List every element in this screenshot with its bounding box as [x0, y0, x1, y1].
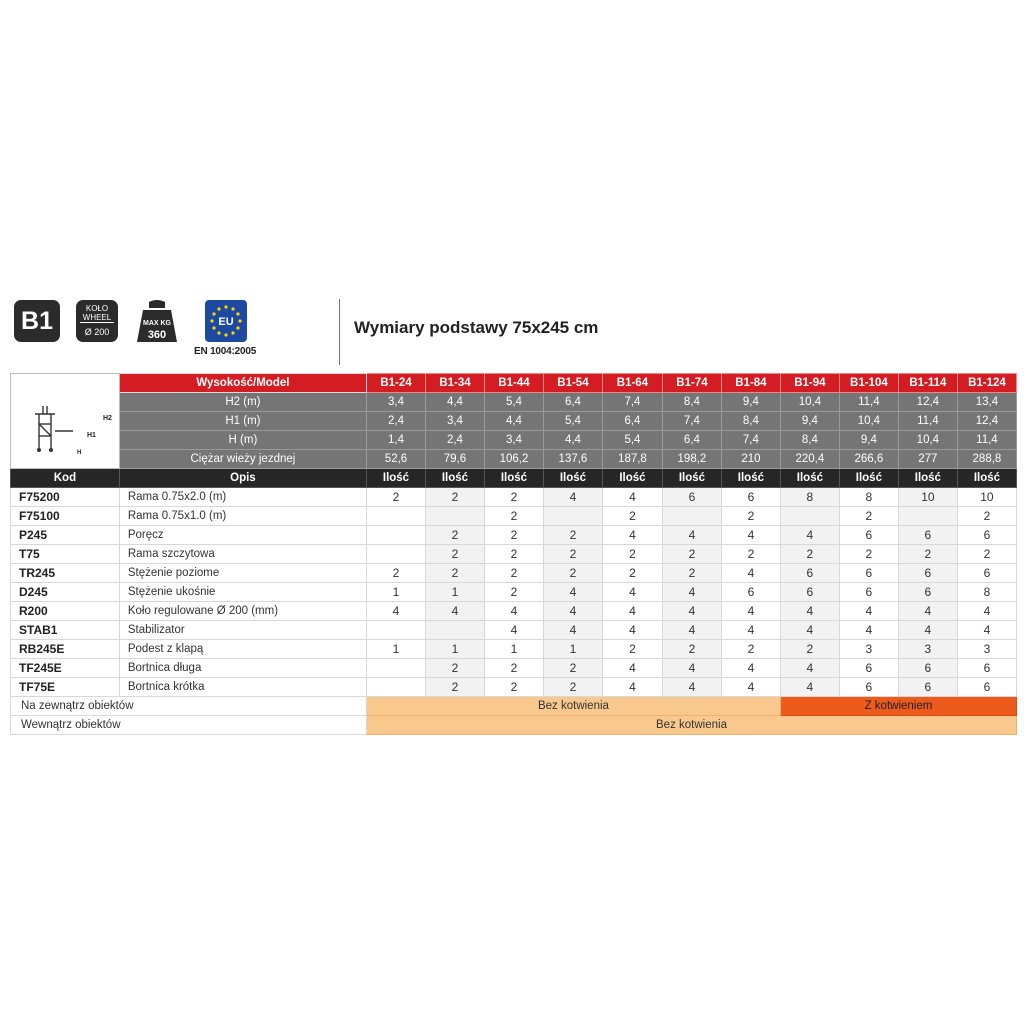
part-description: Rama 0.75x1.0 (m) — [119, 507, 366, 526]
qty-header: Ilość — [957, 469, 1016, 488]
part-quantity: 4 — [780, 659, 839, 678]
part-quantity: 2 — [484, 526, 543, 545]
table-row — [11, 545, 1017, 564]
part-quantity — [425, 507, 484, 526]
part-quantity: 2 — [484, 678, 543, 697]
part-quantity: 4 — [957, 602, 1016, 621]
part-quantity: 6 — [898, 564, 957, 583]
dimension-value: 3,4 — [425, 412, 484, 431]
part-quantity: 2 — [957, 507, 1016, 526]
part-code: F75200 — [11, 488, 120, 507]
qty-header: Ilość — [839, 469, 898, 488]
part-quantity: 4 — [602, 659, 662, 678]
part-quantity: 6 — [898, 678, 957, 697]
part-quantity: 4 — [780, 621, 839, 640]
dimension-value: 6,4 — [543, 393, 602, 412]
dimension-row — [11, 431, 1017, 450]
dimension-value: 288,8 — [957, 450, 1016, 469]
part-quantity — [662, 507, 721, 526]
anchoring-row — [11, 716, 1017, 735]
part-quantity — [367, 545, 426, 564]
part-quantity: 4 — [543, 602, 602, 621]
part-quantity: 1 — [543, 640, 602, 659]
table-row — [11, 507, 1017, 526]
table-row — [11, 640, 1017, 659]
standard-label: EN 1004:2005 — [194, 346, 257, 357]
anchoring-label: Na zewnątrz obiektów — [11, 697, 367, 716]
dimension-value: 12,4 — [898, 393, 957, 412]
dimension-value: 10,4 — [780, 393, 839, 412]
part-quantity: 2 — [662, 545, 721, 564]
part-quantity: 4 — [780, 602, 839, 621]
part-quantity: 4 — [957, 621, 1016, 640]
dimension-value: 10,4 — [898, 431, 957, 450]
part-quantity: 4 — [839, 602, 898, 621]
part-quantity: 4 — [780, 678, 839, 697]
part-description: Bortnica długa — [119, 659, 366, 678]
part-quantity: 4 — [425, 602, 484, 621]
part-quantity: 6 — [839, 583, 898, 602]
table-row — [11, 621, 1017, 640]
dimension-value: 11,4 — [898, 412, 957, 431]
part-quantity: 2 — [602, 545, 662, 564]
part-quantity: 2 — [484, 507, 543, 526]
dimension-value: 5,4 — [602, 431, 662, 450]
part-quantity — [367, 621, 426, 640]
model-cell: B1-54 — [543, 374, 602, 393]
dimension-value: 1,4 — [367, 431, 426, 450]
part-quantity: 2 — [425, 678, 484, 697]
part-quantity: 4 — [662, 621, 721, 640]
part-quantity: 4 — [721, 526, 780, 545]
diagram-h-label: H — [77, 450, 82, 456]
model-cell: B1-44 — [484, 374, 543, 393]
dimension-value: 6,4 — [662, 431, 721, 450]
part-quantity: 4 — [602, 526, 662, 545]
model-badge: B1 — [14, 300, 60, 342]
wheel-label: KOŁO WHEEL — [80, 304, 114, 323]
part-quantity: 6 — [898, 583, 957, 602]
part-quantity: 2 — [780, 545, 839, 564]
part-quantity: 6 — [839, 659, 898, 678]
part-quantity: 2 — [425, 564, 484, 583]
part-quantity: 2 — [484, 545, 543, 564]
dimension-value: 3,4 — [484, 431, 543, 450]
part-quantity: 2 — [721, 507, 780, 526]
anchoring-row — [11, 697, 1017, 716]
table-row — [11, 488, 1017, 507]
dimension-label: H1 (m) — [119, 412, 366, 431]
part-quantity: 4 — [662, 583, 721, 602]
dimension-value: 4,4 — [543, 431, 602, 450]
part-quantity: 6 — [662, 488, 721, 507]
table-row — [11, 602, 1017, 621]
part-quantity: 2 — [602, 640, 662, 659]
part-quantity: 2 — [484, 488, 543, 507]
dimension-value: 5,4 — [543, 412, 602, 431]
part-quantity: 6 — [898, 659, 957, 678]
part-quantity: 4 — [721, 659, 780, 678]
part-quantity: 4 — [602, 488, 662, 507]
part-quantity: 2 — [367, 564, 426, 583]
part-quantity: 1 — [484, 640, 543, 659]
model-cell: B1-64 — [602, 374, 662, 393]
part-quantity: 4 — [484, 602, 543, 621]
part-quantity: 2 — [425, 488, 484, 507]
part-description: Podest z klapą — [119, 640, 366, 659]
dimension-row — [11, 450, 1017, 469]
part-description: Stabilizator — [119, 621, 366, 640]
part-quantity: 2 — [425, 526, 484, 545]
part-quantity: 4 — [721, 678, 780, 697]
part-quantity: 3 — [957, 640, 1016, 659]
part-quantity — [367, 526, 426, 545]
dimension-value: 137,6 — [543, 450, 602, 469]
part-description: Stężenie poziome — [119, 564, 366, 583]
part-quantity: 8 — [957, 583, 1016, 602]
max-weight-icon — [135, 298, 179, 344]
table-row — [11, 583, 1017, 602]
part-quantity: 6 — [839, 564, 898, 583]
dimension-value: 8,4 — [662, 393, 721, 412]
dimension-value: 3,4 — [367, 393, 426, 412]
dimension-value: 10,4 — [839, 412, 898, 431]
model-cell: B1-94 — [780, 374, 839, 393]
dimension-value: 11,4 — [839, 393, 898, 412]
part-quantity: 4 — [602, 621, 662, 640]
model-cell: B1-24 — [367, 374, 426, 393]
weight-value: 360 — [147, 329, 167, 341]
part-code: F75100 — [11, 507, 120, 526]
part-quantity: 2 — [484, 659, 543, 678]
dimension-value: 79,6 — [425, 450, 484, 469]
dimension-value: 266,6 — [839, 450, 898, 469]
dimension-value: 277 — [898, 450, 957, 469]
part-quantity: 2 — [602, 564, 662, 583]
dimension-value: 7,4 — [602, 393, 662, 412]
part-quantity: 2 — [957, 545, 1016, 564]
table-row — [11, 564, 1017, 583]
dimension-value: 7,4 — [721, 431, 780, 450]
dimension-value: 2,4 — [425, 431, 484, 450]
part-quantity — [425, 621, 484, 640]
qty-header: Ilość — [425, 469, 484, 488]
part-quantity: 2 — [543, 564, 602, 583]
part-quantity: 6 — [721, 488, 780, 507]
part-quantity: 4 — [543, 488, 602, 507]
part-quantity: 2 — [367, 488, 426, 507]
spec-table — [10, 373, 1017, 735]
diagram-h1-label: H1 — [87, 432, 96, 439]
part-quantity: 2 — [898, 545, 957, 564]
dimension-value: 198,2 — [662, 450, 721, 469]
dimension-value: 9,4 — [780, 412, 839, 431]
part-description: Rama 0.75x2.0 (m) — [119, 488, 366, 507]
part-quantity: 6 — [721, 583, 780, 602]
part-quantity: 2 — [543, 678, 602, 697]
dimension-value: 12,4 — [957, 412, 1016, 431]
part-quantity: 4 — [543, 621, 602, 640]
part-quantity: 4 — [721, 621, 780, 640]
part-code: P245 — [11, 526, 120, 545]
part-quantity — [367, 659, 426, 678]
part-quantity: 2 — [662, 564, 721, 583]
weight-top-label: MAX KG — [143, 320, 171, 327]
model-cell: B1-104 — [839, 374, 898, 393]
kod-header: Kod — [11, 469, 120, 488]
dimension-value: 8,4 — [780, 431, 839, 450]
part-quantity: 6 — [957, 526, 1016, 545]
part-quantity: 2 — [425, 659, 484, 678]
part-quantity: 2 — [484, 583, 543, 602]
dimension-value: 7,4 — [662, 412, 721, 431]
part-quantity: 1 — [367, 583, 426, 602]
part-quantity: 4 — [839, 621, 898, 640]
part-quantity: 4 — [602, 678, 662, 697]
tower-diagram-icon — [15, 376, 115, 468]
part-quantity: 6 — [957, 659, 1016, 678]
dimension-value: 5,4 — [484, 393, 543, 412]
column-header-row — [11, 469, 1017, 488]
part-quantity: 1 — [425, 640, 484, 659]
qty-header: Ilość — [780, 469, 839, 488]
part-quantity: 6 — [839, 678, 898, 697]
part-quantity: 4 — [662, 659, 721, 678]
part-quantity: 4 — [543, 583, 602, 602]
dimension-value: 4,4 — [425, 393, 484, 412]
dimension-value: 6,4 — [602, 412, 662, 431]
dimension-value: 210 — [721, 450, 780, 469]
part-description: Rama szczytowa — [119, 545, 366, 564]
part-description: Koło regulowane Ø 200 (mm) — [119, 602, 366, 621]
part-quantity: 6 — [780, 583, 839, 602]
part-quantity: 2 — [543, 659, 602, 678]
part-code: STAB1 — [11, 621, 120, 640]
qty-header: Ilość — [484, 469, 543, 488]
model-cell: B1-124 — [957, 374, 1016, 393]
eu-label: EU — [218, 316, 234, 328]
model-cell: B1-84 — [721, 374, 780, 393]
anchoring-label: Wewnątrz obiektów — [11, 716, 367, 735]
part-code: RB245E — [11, 640, 120, 659]
part-quantity: 2 — [484, 564, 543, 583]
part-quantity: 4 — [898, 602, 957, 621]
model-cell: B1-74 — [662, 374, 721, 393]
table-row — [11, 526, 1017, 545]
qty-header: Ilość — [543, 469, 602, 488]
part-code: TF75E — [11, 678, 120, 697]
anchoring-cell: Bez kotwienia — [367, 697, 781, 716]
part-code: TF245E — [11, 659, 120, 678]
dimension-value: 52,6 — [367, 450, 426, 469]
part-quantity: 2 — [839, 545, 898, 564]
part-code: D245 — [11, 583, 120, 602]
header-divider — [339, 299, 340, 365]
part-description: Bortnica krótka — [119, 678, 366, 697]
dimension-row — [11, 393, 1017, 412]
part-quantity: 4 — [367, 602, 426, 621]
part-quantity: 10 — [898, 488, 957, 507]
part-quantity — [780, 507, 839, 526]
dimension-value: 220,4 — [780, 450, 839, 469]
diagram-h2-label: H2 — [103, 415, 112, 422]
part-quantity: 4 — [662, 678, 721, 697]
dimension-value: 2,4 — [367, 412, 426, 431]
part-quantity: 2 — [425, 545, 484, 564]
part-quantity: 6 — [839, 526, 898, 545]
qty-header: Ilość — [898, 469, 957, 488]
part-quantity: 4 — [602, 602, 662, 621]
part-quantity: 1 — [367, 640, 426, 659]
part-quantity — [898, 507, 957, 526]
part-quantity: 6 — [957, 564, 1016, 583]
part-quantity — [543, 507, 602, 526]
part-quantity — [367, 678, 426, 697]
part-quantity: 2 — [780, 640, 839, 659]
part-quantity: 2 — [602, 507, 662, 526]
part-code: TR245 — [11, 564, 120, 583]
part-quantity: 2 — [721, 640, 780, 659]
dimension-label: H (m) — [119, 431, 366, 450]
part-quantity: 3 — [839, 640, 898, 659]
qty-header: Ilość — [602, 469, 662, 488]
part-quantity: 4 — [662, 526, 721, 545]
part-quantity: 4 — [721, 602, 780, 621]
model-row — [11, 374, 1017, 393]
part-quantity: 2 — [721, 545, 780, 564]
part-quantity: 2 — [662, 640, 721, 659]
wheel-badge — [76, 300, 118, 342]
part-quantity: 6 — [957, 678, 1016, 697]
dimension-value: 106,2 — [484, 450, 543, 469]
anchoring-cell: Z kotwieniem — [780, 697, 1016, 716]
part-quantity: 1 — [425, 583, 484, 602]
dimension-value: 8,4 — [721, 412, 780, 431]
part-quantity: 2 — [543, 526, 602, 545]
part-code: T75 — [11, 545, 120, 564]
part-quantity: 4 — [602, 583, 662, 602]
part-description: Poręcz — [119, 526, 366, 545]
qty-header: Ilość — [367, 469, 426, 488]
dimension-value: 11,4 — [957, 431, 1016, 450]
part-quantity: 2 — [543, 545, 602, 564]
page-title: Wymiary podstawy 75x245 cm — [354, 318, 599, 337]
tower-diagram — [11, 374, 120, 469]
table-row — [11, 659, 1017, 678]
qty-header: Ilość — [662, 469, 721, 488]
qty-header: Ilość — [721, 469, 780, 488]
part-quantity: 8 — [780, 488, 839, 507]
dimension-value: 9,4 — [839, 431, 898, 450]
part-quantity: 10 — [957, 488, 1016, 507]
part-quantity: 4 — [484, 621, 543, 640]
part-quantity: 6 — [780, 564, 839, 583]
part-quantity: 4 — [898, 621, 957, 640]
dimension-value: 4,4 — [484, 412, 543, 431]
dimension-value: 187,8 — [602, 450, 662, 469]
part-quantity: 6 — [898, 526, 957, 545]
model-header-label: Wysokość/Model — [119, 374, 366, 393]
wheel-diameter: Ø 200 — [84, 327, 110, 337]
table-row — [11, 678, 1017, 697]
part-quantity: 4 — [721, 564, 780, 583]
dimension-label: Ciężar wieży jezdnej — [119, 450, 366, 469]
part-code: R200 — [11, 602, 120, 621]
part-quantity: 2 — [839, 507, 898, 526]
part-quantity: 8 — [839, 488, 898, 507]
part-quantity: 4 — [662, 602, 721, 621]
part-quantity: 4 — [780, 526, 839, 545]
model-cell: B1-114 — [898, 374, 957, 393]
dimension-value: 13,4 — [957, 393, 1016, 412]
dimension-value: 9,4 — [721, 393, 780, 412]
part-quantity — [367, 507, 426, 526]
model-cell: B1-34 — [425, 374, 484, 393]
opis-header: Opis — [119, 469, 366, 488]
part-quantity: 3 — [898, 640, 957, 659]
dimension-label: H2 (m) — [119, 393, 366, 412]
eu-flag-icon — [205, 300, 247, 342]
part-description: Stężenie ukośnie — [119, 583, 366, 602]
anchoring-cell: Bez kotwienia — [367, 716, 1017, 735]
dimension-row — [11, 412, 1017, 431]
